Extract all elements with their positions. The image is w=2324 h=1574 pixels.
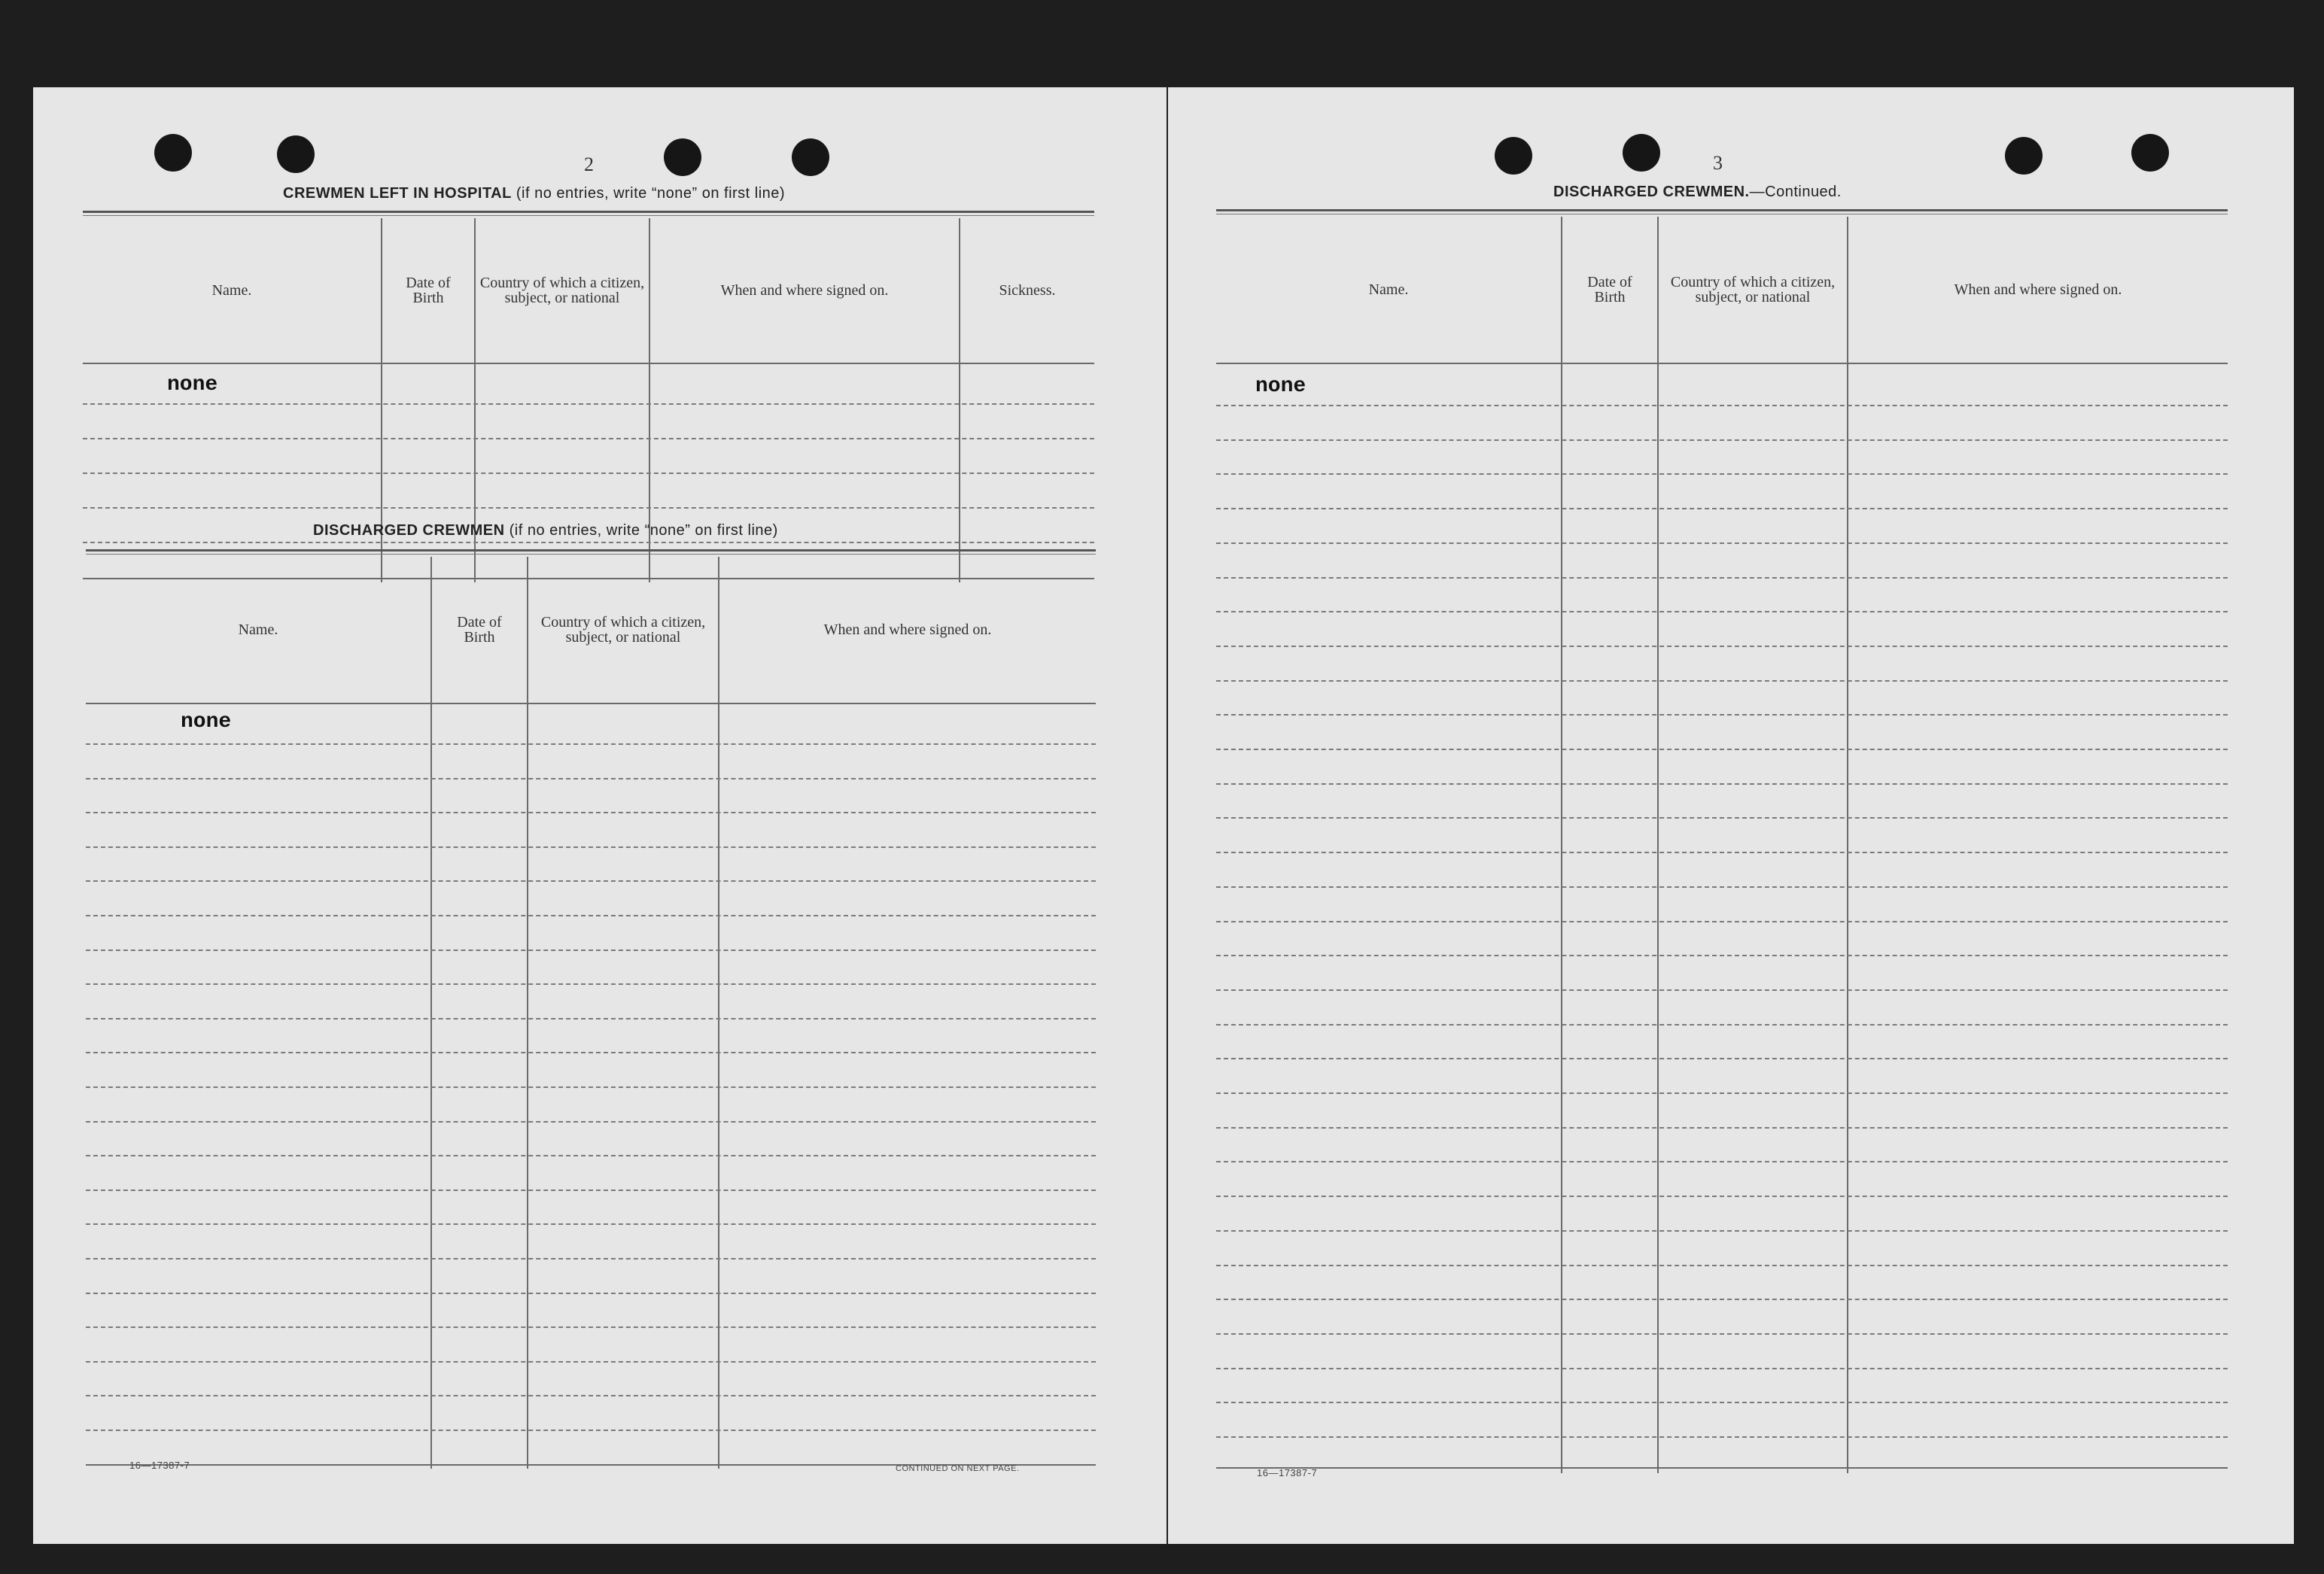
ruled-line bbox=[1216, 921, 2228, 922]
form-number: 16—17387-7 bbox=[1257, 1467, 1318, 1478]
ruled-line bbox=[86, 915, 1096, 916]
punch-hole-icon bbox=[154, 134, 192, 172]
ruled-line bbox=[86, 1361, 1096, 1363]
ruled-line bbox=[1216, 439, 2228, 441]
ruled-line bbox=[1216, 1161, 2228, 1162]
punch-hole-icon bbox=[1623, 134, 1660, 172]
ruled-line bbox=[1216, 680, 2228, 682]
ruled-line bbox=[1216, 1402, 2228, 1403]
right-page bbox=[1168, 87, 2294, 1544]
ruled-line bbox=[1216, 646, 2228, 647]
ruled-line bbox=[1216, 1299, 2228, 1300]
ruled-line bbox=[1216, 1230, 2228, 1232]
column-header-name: Name. bbox=[1368, 281, 1409, 298]
ruled-line bbox=[86, 1223, 1096, 1225]
ruled-line bbox=[1216, 1024, 2228, 1026]
column-header-signed-on: When and where signed on. bbox=[1954, 281, 2122, 298]
column-header-sickness: Sickness. bbox=[999, 282, 1056, 299]
discharged-table bbox=[86, 557, 1096, 1469]
continued-note: CONTINUED ON NEXT PAGE. bbox=[896, 1464, 1020, 1473]
ruled-line bbox=[1216, 1092, 2228, 1094]
ruled-line bbox=[86, 880, 1096, 882]
ruled-line bbox=[1216, 1127, 2228, 1129]
ruled-line bbox=[86, 1430, 1096, 1431]
punch-hole-icon bbox=[664, 138, 701, 176]
ruled-line bbox=[1216, 1368, 2228, 1369]
column-header-country: Country of which a citizen, subject, or national bbox=[1670, 274, 1836, 305]
ruled-line bbox=[86, 1155, 1096, 1156]
ruled-line bbox=[1216, 542, 2228, 544]
ruled-line bbox=[86, 950, 1096, 951]
hospital-section-title: CREWMEN LEFT IN HOSPITAL (if no entries, write “none” on first line) bbox=[283, 185, 786, 202]
section-rule bbox=[1216, 209, 2228, 214]
left-page bbox=[33, 87, 1167, 1544]
punch-hole-icon bbox=[792, 138, 829, 176]
page-number: 3 bbox=[1713, 152, 1723, 174]
ruled-line bbox=[1216, 577, 2228, 579]
ruled-line bbox=[86, 1395, 1096, 1396]
ruled-line bbox=[86, 846, 1096, 848]
ruled-line bbox=[86, 1326, 1096, 1328]
ruled-line bbox=[1216, 1196, 2228, 1197]
ruled-line bbox=[86, 1121, 1096, 1123]
column-header-name: Name. bbox=[238, 621, 278, 638]
ruled-line bbox=[86, 812, 1096, 813]
punch-hole-icon bbox=[1495, 137, 1532, 175]
ruled-line bbox=[1216, 1265, 2228, 1266]
column-header-date-of-birth: Date of Birth bbox=[406, 275, 451, 306]
form-number: 16—17387-7 bbox=[129, 1460, 190, 1471]
discharged-entry-name: none bbox=[181, 710, 232, 734]
ruled-line bbox=[1216, 817, 2228, 819]
ruled-line bbox=[1216, 1436, 2228, 1438]
ruled-line bbox=[1216, 749, 2228, 750]
column-header-country: Country of which a citizen, subject, or national bbox=[540, 614, 706, 646]
ruled-line bbox=[1216, 508, 2228, 509]
column-header-date-of-birth: Date of Birth bbox=[1587, 274, 1632, 305]
ruled-line bbox=[1216, 783, 2228, 785]
column-header-signed-on: When and where signed on. bbox=[823, 621, 992, 638]
discharged-entry-name: none bbox=[1255, 375, 1306, 398]
ruled-line bbox=[86, 1190, 1096, 1191]
ruled-line bbox=[1216, 611, 2228, 612]
punch-hole-icon bbox=[2005, 137, 2043, 175]
ruled-line bbox=[86, 1086, 1096, 1088]
ruled-line bbox=[1216, 473, 2228, 475]
table-bottom-rule bbox=[1216, 1467, 2228, 1469]
ruled-line bbox=[1216, 714, 2228, 716]
column-header-country: Country of which a citizen, subject, or national bbox=[479, 275, 645, 306]
discharged-continued-title: DISCHARGED CREWMEN.—Continued. bbox=[1553, 184, 1842, 200]
ruled-line bbox=[1216, 886, 2228, 888]
ruled-line bbox=[86, 983, 1096, 985]
column-header-date-of-birth: Date of Birth bbox=[457, 614, 502, 646]
punch-hole-icon bbox=[2131, 134, 2169, 172]
ruled-line bbox=[1216, 405, 2228, 406]
ruled-line bbox=[86, 743, 1096, 745]
page-number: 2 bbox=[584, 153, 594, 175]
ruled-line bbox=[1216, 955, 2228, 956]
ruled-line bbox=[86, 1018, 1096, 1019]
punch-hole-icon bbox=[277, 135, 315, 173]
ruled-line bbox=[86, 1052, 1096, 1053]
column-header-name: Name. bbox=[211, 282, 252, 299]
ruled-line bbox=[1216, 989, 2228, 991]
column-header-signed-on: When and where signed on. bbox=[720, 282, 889, 299]
discharged-table bbox=[1216, 217, 2228, 1473]
ruled-line bbox=[1216, 1333, 2228, 1335]
ruled-line bbox=[1216, 852, 2228, 853]
ruled-line bbox=[86, 1293, 1096, 1294]
discharged-section-title: DISCHARGED CREWMEN (if no entries, write “none” on first line) bbox=[313, 522, 778, 539]
hospital-entry-name: none bbox=[167, 373, 218, 397]
ruled-line bbox=[86, 1258, 1096, 1260]
section-rule bbox=[86, 549, 1096, 555]
ruled-line bbox=[1216, 1058, 2228, 1059]
ruled-line bbox=[86, 778, 1096, 779]
section-rule bbox=[83, 211, 1094, 216]
